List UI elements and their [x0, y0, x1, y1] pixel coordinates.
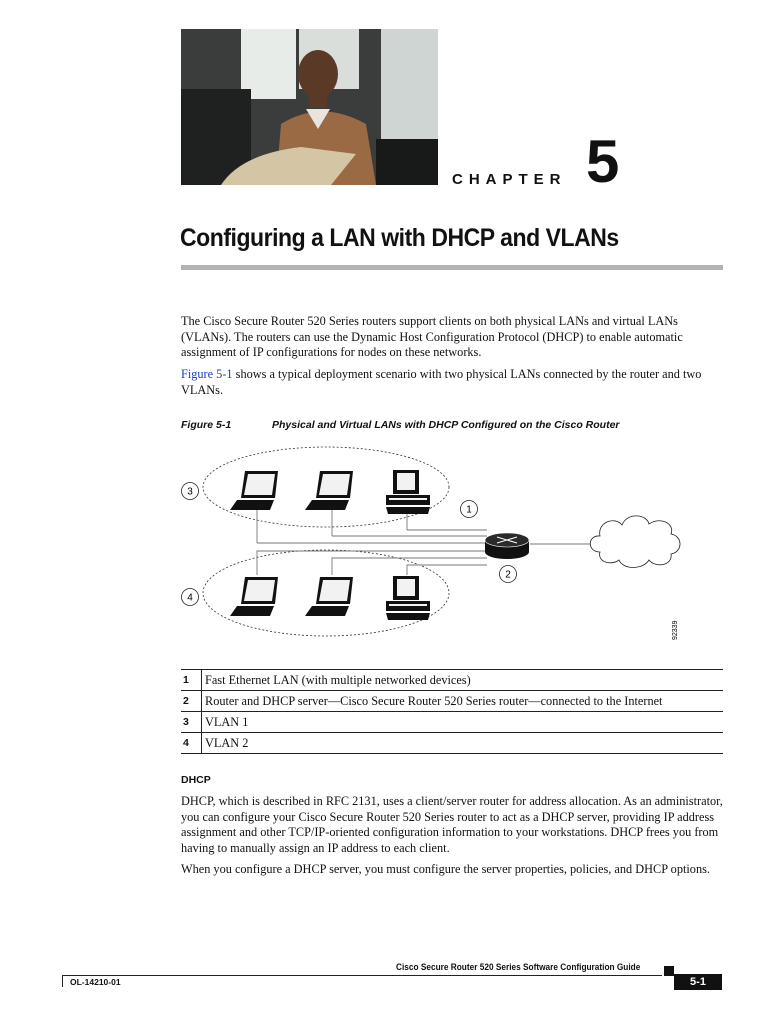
table-row	[181, 733, 723, 754]
legend-number: 1	[181, 670, 202, 691]
svg-text:3: 3	[187, 486, 193, 498]
legend-text: VLAN 1	[202, 712, 724, 733]
table-row	[181, 670, 723, 691]
figure-legend-table	[181, 669, 723, 754]
legend-text: Fast Ethernet LAN (with multiple networked devices)	[202, 670, 724, 691]
footer-rule	[62, 975, 662, 976]
table-row	[181, 691, 723, 712]
svg-text:1: 1	[466, 504, 472, 516]
chapter-number: 5	[586, 128, 620, 195]
svg-text:2: 2	[505, 569, 511, 581]
legend-number: 4	[181, 733, 202, 754]
table-row	[181, 712, 723, 733]
section-heading: DHCP	[181, 774, 211, 786]
footer-doc-id: OL-14210-01	[70, 977, 121, 987]
chapter-photo	[181, 29, 438, 185]
callout-3	[182, 483, 199, 500]
desktop-computer-icon	[386, 470, 430, 514]
laptop-icon	[305, 471, 353, 510]
figure-5-1-link[interactable]: Figure 5-1	[181, 367, 233, 381]
legend-number: 2	[181, 691, 202, 712]
dhcp-server-paragraph: When you configure a DHCP server, you must configure the server properties, policies, and DHCP options.	[181, 862, 710, 876]
lan-cabling	[257, 510, 595, 575]
legend-text: VLAN 2	[202, 733, 724, 754]
figure-reference-paragraph	[181, 367, 726, 398]
legend-text: Router and DHCP server—Cisco Secure Router 520 Series router—connected to the Internet	[202, 691, 724, 712]
internet-cloud-icon	[590, 516, 680, 568]
intro-paragraph: The Cisco Secure Router 520 Series routers support clients on both physical LANs and virtual LANs (VLANs). The routers can use the Dynamic Host Configuration Protocol (DHCP) to enable automatic assignment of IP configurations for nodes on these networks.	[181, 314, 683, 359]
figure-number: Figure 5-1	[181, 419, 232, 431]
laptop-icon	[230, 577, 278, 616]
laptop-icon	[305, 577, 353, 616]
chapter-label: CHAPTER	[452, 171, 567, 188]
desktop-computer-icon	[386, 576, 430, 620]
laptop-icon	[230, 471, 278, 510]
callout-4	[182, 589, 199, 606]
callout-2	[500, 566, 517, 583]
figure-title: Physical and Virtual LANs with DHCP Configured on the Cisco Router	[272, 419, 620, 431]
figure-reference-text: shows a typical deployment scenario with two physical LANs connected by the router and two VLANs.	[181, 367, 702, 397]
title-rule	[181, 265, 723, 270]
footer-tick	[62, 975, 63, 987]
callout-1	[461, 501, 478, 518]
page-number: 5-1	[674, 974, 722, 990]
figure-art-id: 92339	[672, 620, 679, 640]
footer-mark	[664, 966, 674, 976]
footer-guide-title: Cisco Secure Router 520 Series Software Configuration Guide	[396, 962, 641, 972]
svg-text:4: 4	[187, 592, 193, 604]
dhcp-paragraph: DHCP, which is described in RFC 2131, uses a client/server router for address allocation. As an administrator, you can configure your Cisco Secure Router 520 Series router to act as a DHCP server, providing IP address assignment and other TCP/IP-oriented configuration information to your workstations. DHCP frees you from having to manually assign an IP address to each client.	[181, 794, 723, 855]
figure-caption	[181, 419, 620, 431]
router-icon	[485, 533, 529, 559]
page-title: Configuring a LAN with DHCP and VLANs	[180, 224, 619, 252]
legend-number: 3	[181, 712, 202, 733]
network-diagram	[175, 440, 705, 655]
